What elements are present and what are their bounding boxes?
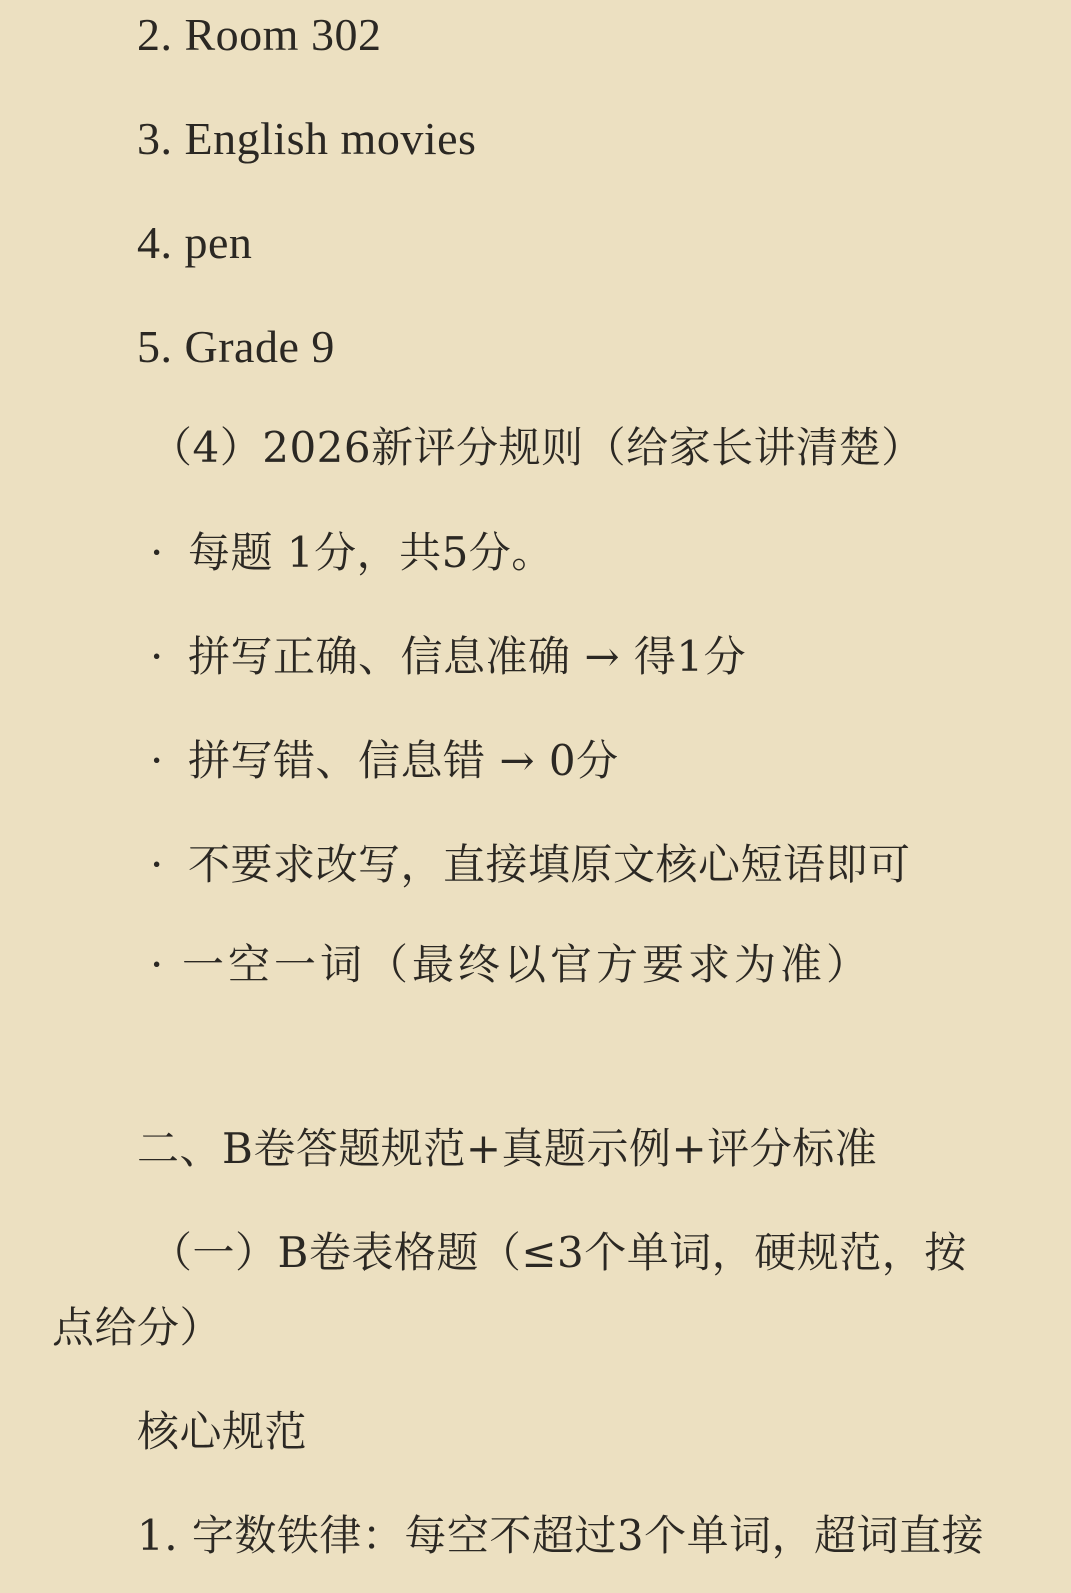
subsection-1-heading: （一）B卷表格题（≤3个单词，硬规范，按 (150, 1228, 967, 1277)
bullet-dot: · (150, 940, 168, 989)
bullet-dot: · (150, 528, 164, 577)
bullet-dot: · (150, 840, 164, 889)
core-rules-heading: 核心规范 (137, 1407, 308, 1456)
answer-item-4: 4. pen (137, 217, 253, 268)
rule-text: 每题 1分，共5分。 (188, 528, 554, 577)
rule-item (150, 528, 554, 577)
section-4-heading: （4）2026新评分规则（给家长讲清楚） (150, 423, 924, 472)
answer-item-2: 2. Room 302 (137, 9, 382, 60)
rule-text: 拼写错、信息错 → 0分 (188, 736, 619, 785)
part-2-heading: 二、B卷答题规范+真题示例+评分标准 (137, 1124, 878, 1173)
bullet-dot: · (150, 736, 164, 785)
answer-item-3: 3. English movies (137, 113, 477, 164)
rule-item (150, 632, 747, 681)
core-rule-item-1: 1. 字数铁律：每空不超过3个单词，超词直接 (137, 1511, 985, 1560)
rule-item (150, 940, 873, 989)
rule-item (150, 736, 619, 785)
rule-item (150, 840, 911, 889)
bullet-dot: · (150, 632, 164, 681)
rule-text: 拼写正确、信息准确 → 得1分 (188, 632, 747, 681)
answer-item-5: 5. Grade 9 (137, 321, 335, 372)
rule-text: 不要求改写，直接填原文核心短语即可 (188, 840, 911, 889)
subsection-1-heading-continued: 点给分） (52, 1303, 223, 1352)
rule-text: 一空一词（最终以官方要求为准） (182, 940, 873, 989)
